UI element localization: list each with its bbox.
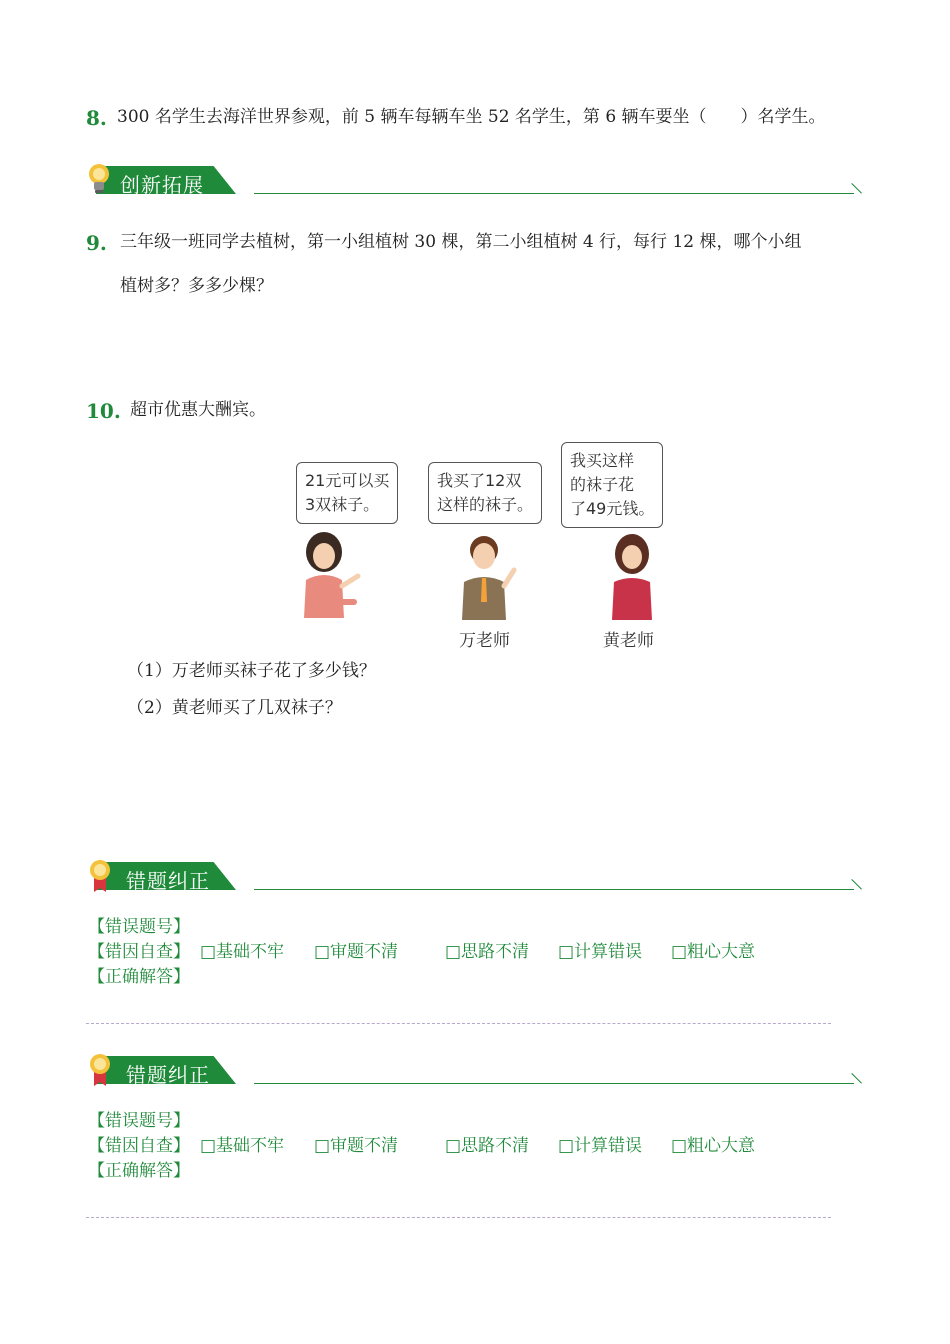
checkbox-reading[interactable]: □审题不清: [314, 942, 399, 962]
dashed-divider: [86, 1217, 831, 1218]
section-title: 错题纠正: [126, 1063, 210, 1087]
woman-teacher-figure-icon: [604, 530, 664, 622]
bubble-line: 3双袜子。: [305, 495, 380, 514]
checkbox-calculation[interactable]: □计算错误: [558, 1136, 643, 1156]
checkbox-careless[interactable]: □粗心大意: [671, 1136, 756, 1156]
section-banner-extend: [86, 160, 866, 200]
q9-line1: 三年级一班同学去植树，第一小组植树 30 棵，第二小组植树 4 行，每行 12 棵，哪个小组: [120, 232, 802, 252]
banner-divider-tail: [841, 1073, 862, 1094]
man-figure-icon: [456, 530, 522, 622]
checkbox-careless[interactable]: □粗心大意: [671, 942, 756, 962]
q9-number: 9.: [86, 231, 107, 255]
checkbox-thinking[interactable]: □思路不清: [445, 1136, 530, 1156]
checkbox-thinking[interactable]: □思路不清: [445, 942, 530, 962]
q10-sub1: （1）万老师买袜子花了多少钱？: [127, 661, 376, 681]
section-title: 创新拓展: [120, 173, 204, 197]
banner-divider: [254, 1083, 854, 1084]
correct-answer-label: 【正确解答】: [88, 1161, 190, 1181]
correction-form-2: [88, 1106, 808, 1181]
caption-huang: 黄老师: [603, 631, 654, 651]
bubble-line: 我买这样: [570, 451, 635, 470]
checkbox-basics[interactable]: □基础不牢: [200, 1136, 285, 1156]
section-banner-correction-2: [86, 1050, 866, 1090]
bubble-line: 了49元钱。: [570, 499, 655, 518]
medal-icon: [88, 1052, 112, 1088]
error-cause-row: [88, 937, 808, 962]
speech-bubble-huang: [561, 442, 663, 528]
q8-text: 300 名学生去海洋世界参观，前 5 辆车每辆车坐 52 名学生，第 6 辆车要坐（ ）名学生。: [117, 107, 826, 127]
correct-answer-label: 【正确解答】: [88, 967, 190, 987]
q8-number: 8.: [86, 106, 107, 130]
speech-bubble-woman: [296, 462, 398, 524]
bubble-line: 21元可以买: [305, 471, 390, 490]
dashed-divider: [86, 1023, 831, 1024]
bubble-line: 这样的袜子。: [437, 495, 534, 514]
medal-icon: [88, 858, 112, 894]
q9-line2: 植树多？多多少棵？: [120, 276, 273, 296]
checkbox-basics[interactable]: □基础不牢: [200, 942, 285, 962]
speech-bubble-wan: [428, 462, 542, 524]
correction-form-1: [88, 912, 808, 987]
banner-divider-tail: [841, 183, 862, 204]
checkbox-reading[interactable]: □审题不清: [314, 1136, 399, 1156]
error-cause-row: [88, 1131, 808, 1156]
wrong-question-label: 【错误题号】: [88, 1111, 190, 1131]
lightbulb-icon: [86, 162, 112, 196]
woman-figure-icon: [296, 530, 366, 622]
bubble-line: 我买了12双: [437, 471, 522, 490]
wrong-question-label: 【错误题号】: [88, 917, 190, 937]
error-cause-label: 【错因自查】: [88, 942, 190, 962]
bubble-line: 的袜子花: [570, 475, 635, 494]
error-cause-label: 【错因自查】: [88, 1136, 190, 1156]
q10-sub2: （2）黄老师买了几双袜子？: [127, 698, 342, 718]
checkbox-calculation[interactable]: □计算错误: [558, 942, 643, 962]
banner-divider: [254, 889, 854, 890]
banner-divider: [254, 193, 854, 194]
banner-divider-tail: [841, 879, 862, 900]
caption-wan: 万老师: [459, 631, 510, 651]
q10-number: 10.: [86, 399, 121, 423]
section-banner-correction-1: [86, 856, 866, 896]
section-title: 错题纠正: [126, 869, 210, 893]
q10-text: 超市优惠大酬宾。: [130, 400, 266, 420]
